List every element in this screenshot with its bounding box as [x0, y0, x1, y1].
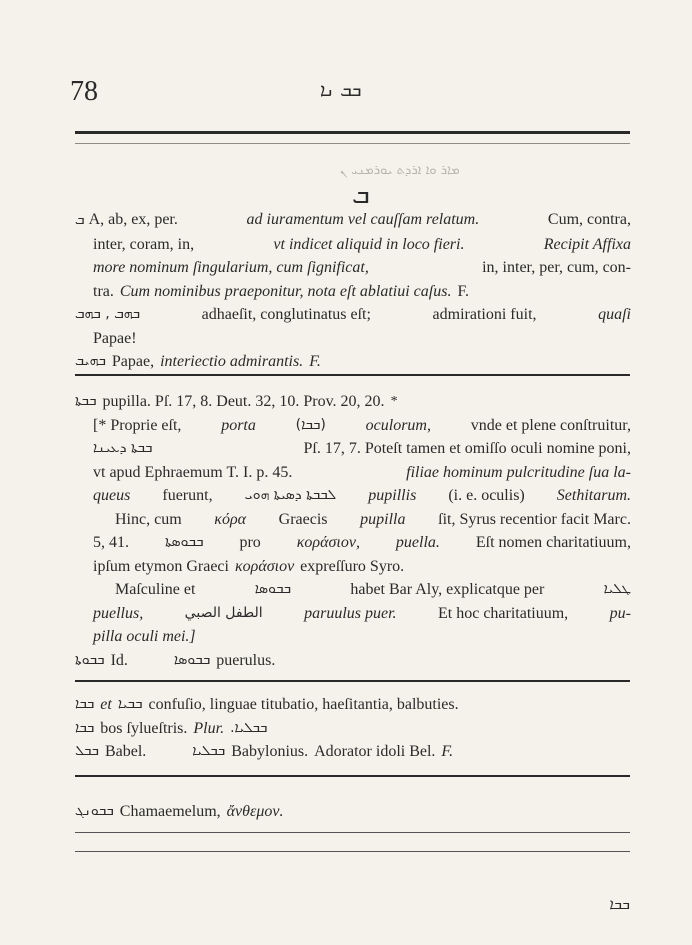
syriac-word: ܒܒܠܝܐ. — [230, 719, 268, 736]
entry-text: pupilla — [360, 510, 406, 528]
entry-text: Maſculine et — [115, 581, 196, 598]
entry-text: puerulus. — [216, 651, 276, 669]
entry-text: vnde et plene conſtruitur, — [470, 416, 631, 434]
entry-text: puella. — [395, 534, 440, 551]
entry-text: tra. — [93, 282, 114, 300]
syriac-word: ܠܒܒܬܐ ܕܣܝܬܐ ܗܘܝ — [244, 487, 337, 503]
entry-text: fuerunt, — [162, 487, 213, 504]
entry-line — [75, 693, 631, 717]
entry-text: pilla oculi mei.] — [93, 628, 196, 645]
syriac-word: ܛܠܝܐ — [603, 581, 631, 597]
entry-text: expreſſuro Syro. — [300, 557, 405, 575]
entry-divider — [75, 851, 630, 852]
entry-line — [75, 555, 631, 579]
entry-text: porta — [221, 416, 256, 434]
entry-text: Adorator idoli Bel. — [314, 743, 436, 760]
greek-word: κόρα — [214, 510, 247, 528]
entry-text: Papae! — [93, 329, 137, 347]
entry-text: quaſi — [598, 306, 631, 323]
entry-text: A, ab, ex, per. — [88, 211, 178, 228]
syriac-word: (ܒܒܐ) — [295, 416, 326, 433]
header-rule-thin — [75, 143, 630, 144]
entry-beth — [75, 208, 631, 374]
syriac-word: ܒܒܠܝܐ — [192, 743, 226, 759]
entry-divider — [75, 775, 630, 777]
entry-line — [75, 531, 631, 555]
greek-word: κοράσιον, — [296, 534, 360, 551]
entry-text: paruulus puer. — [304, 604, 397, 622]
catchword: ܒܒܐ — [609, 895, 630, 913]
entry-text: et — [100, 696, 112, 713]
syriac-word: ܒܒܘܣܐ — [254, 581, 292, 597]
entry-line — [75, 602, 631, 626]
syriac-word: ܒܒܠ — [75, 743, 99, 759]
entry-divider — [75, 680, 630, 682]
entry-text: admirationi fuit, — [432, 306, 537, 323]
entry-text: adhaeſit, conglutinatus eſt; — [201, 306, 371, 323]
syriac-word: ܒܒܐ — [75, 696, 95, 712]
entry-text: Papae, — [111, 353, 155, 370]
entry-text: Chamaemelum, — [119, 803, 221, 820]
entry-text: Eſt nomen charitatiuum, — [475, 534, 631, 551]
entry-text: Id. — [110, 651, 128, 669]
entry-bba — [75, 693, 631, 764]
show-through-text: ܡܐܪ ܘܐ ܐܪܕܬ ܝܘܪܡܢܝ ܢ — [340, 163, 460, 178]
syriac-word: ܒܗܝܒ — [75, 353, 106, 369]
entry-text: Cum, contra, — [547, 211, 631, 228]
entry-chamomile — [75, 800, 631, 824]
entry-text: ipſum etymon Graeci — [93, 557, 229, 575]
entry-divider — [75, 832, 630, 833]
entry-divider — [75, 374, 630, 376]
running-head: ܒܒ ܢܐ — [320, 80, 362, 101]
entry-line — [75, 717, 631, 741]
syriac-word: ܒ — [75, 212, 85, 228]
entry-text: [* Proprie eſt, — [93, 416, 182, 434]
entry-line — [75, 208, 631, 233]
entry-babta — [75, 390, 631, 672]
entry-text: vt indicet aliquid in loco fieri. — [273, 235, 465, 253]
entry-text: confuſio, linguae titubatio, haeſitantia, balbuties. — [148, 696, 459, 713]
syriac-word: ܒܒܘܣܬܐ — [164, 534, 204, 550]
entry-text: oculorum, — [365, 416, 431, 434]
entry-text: ſit, Syrus recentior facit Marc. — [438, 510, 631, 528]
entry-text: ad iuramentum vel cauſſam relatum. — [246, 211, 480, 228]
entry-text: more nominum ſingularium, cum ſignificat, — [93, 259, 369, 276]
entry-text: vt apud Ephraemum T. I. p. 45. — [93, 463, 293, 481]
entry-line — [75, 414, 631, 438]
entry-line — [75, 649, 631, 673]
syriac-word: ܒܒܘܢܓ — [75, 803, 114, 819]
entry-text: Graecis — [278, 510, 328, 528]
syriac-word: ܒܒܬܐ ܕܥܝܢܐ — [93, 440, 153, 456]
entry-line — [75, 740, 631, 764]
entry-line — [75, 233, 631, 257]
entry-text: inter, coram, in, — [93, 235, 195, 253]
entry-text: in, inter, per, cum, con- — [482, 259, 631, 276]
entry-line — [75, 256, 631, 280]
entry-line — [75, 280, 631, 304]
entry-text: Pſ. 17, 7. Poteſt tamen et omiſſo oculi nomine poni, — [303, 440, 631, 457]
entry-text: Et hoc charitatiuum, — [438, 604, 569, 622]
entry-text: filiae hominum pulcritudine ſua la- — [406, 463, 631, 481]
entry-text: 5, 41. — [93, 534, 129, 551]
entry-text: Babel. — [104, 743, 147, 760]
page-number: 78 — [70, 76, 98, 107]
entry-line — [75, 437, 631, 461]
entry-text: F. — [441, 743, 454, 760]
entry-text: Cum nominibus praeponitur, nota eſt ablatiui caſus. — [119, 282, 452, 300]
header-rule — [75, 131, 630, 134]
entry-text: queus — [93, 487, 131, 504]
entry-line — [75, 350, 631, 374]
entry-text: Recipit Affixa — [543, 235, 631, 253]
entry-text: Sethitarum. — [556, 487, 631, 504]
entry-line — [75, 578, 631, 602]
greek-word: ἄνθεμον. — [226, 803, 284, 820]
entry-line — [75, 327, 631, 351]
entry-text: bos ſylueſtris. — [100, 719, 188, 737]
arabic-word: الطفل الصبي — [184, 604, 263, 621]
entry-text: F. — [309, 353, 321, 370]
entry-text: pupillis — [368, 487, 417, 504]
entry-text: pu- — [609, 604, 631, 622]
syriac-word: ܒܗܒ , ܒܗܒ — [75, 306, 141, 322]
entry-line — [75, 390, 631, 414]
entry-text: (i. e. oculis) — [448, 487, 525, 504]
syriac-word: ܒܒܝܐ — [117, 696, 143, 712]
syriac-word: ܒܒܘܬܐ — [75, 651, 105, 668]
entry-line — [75, 484, 631, 508]
entry-text: pro — [239, 534, 261, 551]
syriac-word: ܒܒܐ — [75, 719, 95, 736]
footnote-marker: * — [390, 394, 398, 409]
entry-line — [75, 303, 631, 327]
entry-text: Babylonius. — [231, 743, 309, 760]
entry-text: Plur. — [193, 719, 225, 737]
syriac-word: ܒܒܘܣܐ — [173, 651, 211, 668]
entry-line — [75, 800, 631, 824]
entry-text: interiectio admirantis. — [160, 353, 304, 370]
entry-text: puellus, — [93, 604, 144, 622]
entry-text: habet Bar Aly, explicatque per — [350, 581, 545, 598]
entry-text: pupilla. Pſ. 17, 8. Deut. 32, 10. Prov. 20, 20. — [102, 393, 385, 410]
syriac-word: ܒܒܬܐ — [75, 393, 97, 409]
entry-line — [75, 625, 631, 649]
entry-text: F. — [457, 282, 470, 300]
entry-line — [75, 461, 631, 485]
section-letter: ܒ — [352, 180, 370, 210]
entry-text: Hinc, cum — [115, 510, 182, 528]
entry-line — [75, 508, 631, 532]
greek-word: κοράσιον — [234, 557, 295, 575]
